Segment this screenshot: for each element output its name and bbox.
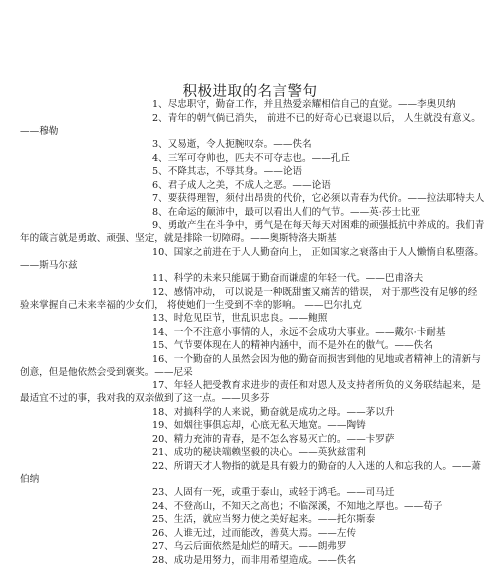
- quote-item: [20, 312, 485, 325]
- quote-text: 、青年的朝气倘已消失， 前进不已的好奇心已衰退以后， 人生就没有意义。——穆勒: [20, 112, 481, 137]
- quote-number: 15: [152, 340, 165, 351]
- quote-item: [20, 446, 485, 459]
- quote-item: [20, 500, 485, 513]
- quote-item: [20, 112, 485, 138]
- quote-text: 、又易逝，令人扼腕叹奈。——佚名: [158, 139, 312, 150]
- quote-text: 、不登高山，不知天之高也；不临深溪，不知地之厚也。——荀子: [164, 500, 443, 512]
- quote-number: 24: [152, 500, 165, 512]
- quote-item: [20, 433, 485, 446]
- quote-text: 、如烟往事俱忘却，心底无私天地宽。——陶铸: [164, 420, 366, 431]
- quote-list: [20, 98, 485, 565]
- quote-number: 7: [152, 193, 159, 204]
- quote-item: [20, 419, 485, 432]
- quote-text: 、勇敢产生在斗争中，勇气是在每天每天对困难的顽强抵抗中养成的。我们青年的箴言就是勇敢、顽强、坚定，就是排除一切障碍。——奥斯特洛夫斯基: [20, 220, 485, 244]
- quote-text: 、成功的秘诀端赖坚毅的决心。——英狄兹雷利: [164, 447, 366, 458]
- quote-number: 16: [152, 353, 165, 365]
- quote-item: [20, 379, 485, 405]
- quote-item: [20, 219, 485, 245]
- quote-number: 5: [152, 166, 159, 177]
- quote-number: 3: [152, 139, 159, 150]
- quote-item: [20, 460, 485, 486]
- quote-item: [20, 540, 485, 553]
- quote-text: 、感情冲动， 可以说是一种既甜蜜又痛苦的错误， 对于那些没有足够的经验来掌握自己未来幸福的少女们， 将使她们一生受到不幸的影响。 ——巴尔扎克: [20, 286, 478, 311]
- quote-number: 23: [152, 487, 165, 498]
- quote-text: 、乌云后面依然是灿烂的晴天。——朗弗罗: [164, 541, 347, 552]
- quote-text: 、人谁无过，过而能改，善莫大焉。——左传: [164, 527, 357, 539]
- quote-text: 、在命运的颠沛中，最可以看出人们的气节。——英·莎士比亚: [158, 206, 421, 218]
- quote-text: 、人固有一死，或重于泰山，或轻于鸿毛。——司马迁: [164, 487, 395, 498]
- quote-number: 21: [152, 447, 165, 458]
- quote-number: 22: [152, 460, 165, 472]
- quote-text: 、君子成人之美，不成人之恶。——论语: [158, 179, 331, 191]
- quote-text: 、科学的未来只能属于勤奋而谦虚的年轻一代。——巴甫洛夫: [164, 273, 424, 284]
- quote-text: 、成功是用努力，而非用希望造成。——佚名: [164, 554, 357, 565]
- quote-item: [20, 554, 485, 565]
- quote-number: 2: [152, 112, 159, 124]
- quote-text: 、所谓天才人物指的就是具有毅力的勤奋的人入迷的人和忘我的人。——萧伯纳: [20, 460, 481, 485]
- quote-number: 20: [152, 433, 165, 445]
- quote-text: 、时危见臣节，世乱识忠良。——鲍照: [164, 313, 328, 324]
- quote-item: [20, 246, 485, 272]
- quote-text: 、三军可夺帅也，匹夫不可夺志也。——孔丘: [158, 152, 350, 164]
- quote-item: [20, 486, 485, 499]
- quote-item: [20, 272, 485, 285]
- quote-item: [20, 165, 485, 178]
- quote-number: 4: [152, 152, 159, 164]
- quote-text: 、生活，就应当努力使之美好起来。——托尔斯泰: [164, 514, 376, 525]
- quote-number: 11: [152, 273, 165, 284]
- quote-number: 19: [152, 420, 165, 431]
- document-title: 积极进取的名言警句: [182, 84, 318, 100]
- quote-text: 、要获得理智，须付出昂贵的代价，它必须以青春为代价。——拉法耶特夫人: [158, 193, 485, 204]
- quote-item: [20, 206, 485, 219]
- quote-item: [20, 339, 485, 352]
- quote-number: 14: [152, 326, 165, 338]
- quote-item: [20, 527, 485, 540]
- quote-number: 28: [152, 554, 165, 565]
- quote-number: 6: [152, 179, 159, 191]
- quote-number: 27: [152, 541, 165, 552]
- quote-item: [20, 286, 485, 312]
- quote-item: [20, 98, 485, 111]
- quote-text: 、年轻人把受教育求进步的责任和对恩人及支持者所负的义务联结起来，是最适宜不过的事，我对我的双亲做到了这一点。——贝多芬: [20, 380, 481, 404]
- quote-number: 12: [152, 286, 165, 298]
- quote-text: 、一个勤奋的人虽然会因为他的勤奋而损害到他的见地或者精神上的清新与创意，但是他依然会受到褒奖。——尼采: [20, 353, 481, 378]
- quote-number: 25: [152, 514, 165, 525]
- quote-number: 10: [152, 246, 165, 258]
- quote-item: [20, 179, 485, 192]
- quote-item: [20, 192, 485, 205]
- quote-number: 13: [152, 313, 165, 324]
- quote-number: 26: [152, 527, 165, 539]
- quote-text: 、精力充沛的青春，是不怎么容易灭亡的。——卡罗萨: [164, 433, 395, 445]
- quote-number: 17: [152, 380, 165, 391]
- quote-text: 、尽忠职守，勤奋工作，并且热爱亲耀相信自己的直觉。——李奥贝纳: [158, 99, 456, 110]
- quote-item: [20, 326, 485, 339]
- quote-item: [20, 138, 485, 151]
- quote-text: 、一个不注意小事情的人，永远不会成功大事业。——戴尔·卡耐基: [164, 326, 446, 338]
- quote-text: 、不降其志，不辱其身。——论语: [158, 166, 303, 177]
- quote-item: [20, 513, 485, 526]
- quote-item: [20, 353, 485, 379]
- quote-number: 9: [152, 220, 159, 231]
- quote-text: 、国家之前进在于人人勤奋向上， 正如国家之衰落由于人人懒惰自私堕落。——斯马尔兹: [20, 246, 484, 271]
- quote-number: 8: [152, 206, 159, 218]
- quote-item: [20, 406, 485, 419]
- quote-text: 、气节要体现在人的精神内涵中，而不是外在的傲气。——佚名: [164, 340, 433, 351]
- quote-item: [20, 152, 485, 165]
- quote-text: 、对搞科学的人来说，勤奋就是成功之母。——茅以升: [164, 406, 395, 418]
- quote-number: 1: [152, 99, 159, 110]
- quote-number: 18: [152, 406, 165, 418]
